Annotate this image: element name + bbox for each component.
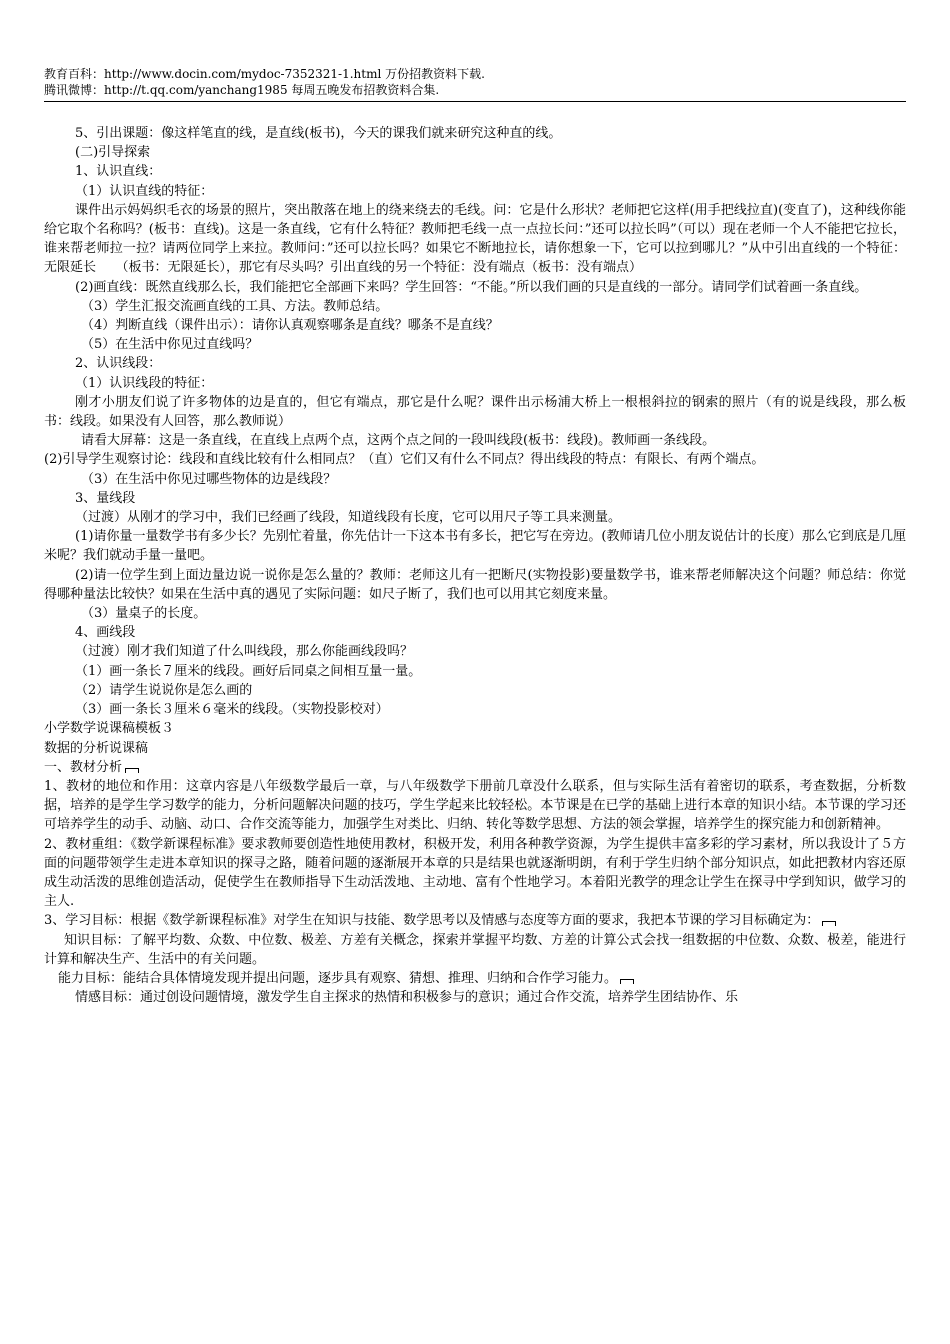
paragraph: (2)画直线：既然直线那么长，我们能把它全部画下来吗？学生回答：“不能。”所以我们画的只是直线的一部分。请同学们试着画一条直线。 bbox=[75, 279, 868, 295]
paragraph bbox=[44, 969, 906, 988]
paragraph: （过渡）从刚才的学习中，我们已经画了线段，知道线段有长度，它可以用尺子等工具来测量。 bbox=[75, 510, 622, 526]
subsection-heading: 3、量线段 bbox=[75, 490, 136, 506]
paragraph: (2)引导学生观察讨论：线段和直线比较有什么相同点？（直）它们又有什么不同点？得出线段的特点：有限长、有两个端点。 bbox=[44, 452, 765, 468]
section-heading-text: 一、教材分析 bbox=[44, 759, 123, 775]
paragraph: 刚才小朋友们说了许多物体的边是直的，但它有端点，那它是什么呢？课件出示杨浦大桥上一根根斜拉的钢索的照片（有的说是线段，那么板书：线段。如果没有人回答，那么教师说） bbox=[44, 394, 906, 430]
paragraph: (1)请你量一量数学书有多少长？先别忙着量，你先估计一下这本书有多长，把它写在旁边。(教师请几位小朋友说估计的长度）那么它到底是几厘米呢？我们就动手量一量吧。 bbox=[44, 529, 906, 564]
item: （3）画一条长３厘米６毫米的线段。（实物投影校对） bbox=[75, 702, 389, 718]
paragraph bbox=[44, 911, 906, 930]
header-line-docin: 教育百科：http://www.docin.com/mydoc-7352321-1.html 万份招教资料下载. bbox=[44, 67, 485, 81]
paragraph: 请看大屏幕：这是一条直线，在直线上点两个点，这两个点之间的一段叫线段(板书：线段)。教师画一条线段。 bbox=[81, 433, 716, 449]
item: （3）量桌子的长度。 bbox=[81, 606, 207, 622]
item: （5）在生活中你见过直线吗？ bbox=[81, 337, 259, 353]
item-heading: （1）认识线段的特征： bbox=[75, 375, 214, 391]
paragraph-mark-icon bbox=[822, 921, 836, 926]
item-heading: （1）认识直线的特征： bbox=[75, 183, 214, 199]
paragraph: （过渡）刚才我们知道了什么叫线段，那么你能画线段吗？ bbox=[75, 644, 414, 660]
header-divider bbox=[44, 101, 906, 102]
document-title: 小学数学说课稿模板３ bbox=[44, 721, 175, 737]
subsection-heading: 2、认识线段： bbox=[75, 356, 162, 372]
paragraph: 1、教材的地位和作用：这章内容是八年级数学最后一章，与八年级数学下册前几章没什么联系，但与实际生活有着密切的联系，考查数据，分析数据，培养的是学生学习数学的能力，分析问题解决问题的技巧，学生学起来比较轻松。本节课是在已学的基础上进行本章的知识小结。本节课的学习还可培养学生的动手、动脑、动口、合作交流等能力，加强学生对类比、归纳、转化等数学思想、方法的领会掌握，培养学生的探究能力和创新精神。 bbox=[44, 778, 906, 833]
item: （3）学生汇报交流画直线的工具、方法。教师总结。 bbox=[81, 298, 389, 314]
paragraph-text: 能力目标：能结合具体情境发现并提出问题，逐步具有观察、猜想、推理、归纳和合作学习能力。 bbox=[58, 970, 618, 986]
subsection-heading: 4、画线段 bbox=[75, 625, 136, 641]
paragraph: 情感目标：通过创设问题情境，激发学生自主探求的热情和积极参与的意识；通过合作交流，培养学生团结协作、乐 bbox=[75, 990, 739, 1006]
paragraph-text: 3、学习目标：根据《数学新课程标准》对学生在知识与技能、数学思考以及情感与态度等方面的要求，我把本节课的学习目标确定为： bbox=[44, 913, 820, 929]
section-heading bbox=[44, 758, 906, 777]
document-subtitle: 数据的分析说课稿 bbox=[44, 740, 149, 756]
subsection-heading: 1、认识直线： bbox=[75, 164, 162, 180]
item: （4）判断直线（课件出示）：请你认真观察哪条是直线？哪条不是直线？ bbox=[81, 318, 499, 334]
item: （1）画一条长７厘米的线段。画好后同桌之间相互量一量。 bbox=[75, 663, 422, 679]
section-heading: (二)引导探索 bbox=[75, 145, 151, 161]
paragraph: 2、教材重组：《数学新课程标准》要求教师要创造性地使用教材，积极开发，利用各种教学资源，为学生提供丰富多彩的学习素材，所以我设计了５方面的问题带领学生走进本章知识的探寻之路，随着问题的逐渐展开本章的只是结果也就逐渐明朗，有利于学生归纳个部分知识点，如此把教材内容还原成生动活泼的思维创造活动，促使学生在教师指导下生动活泼地、主动地、富有个性地学习。本着阳光教学的理念让学生在探寻中学到知识，做学习的主人. bbox=[44, 836, 906, 910]
document-body bbox=[44, 124, 906, 1007]
item: （2）请学生说说你是怎么画的 bbox=[75, 682, 253, 698]
item: （3）在生活中你见过哪些物体的边是线段？ bbox=[81, 471, 337, 487]
paragraph: 知识目标：了解平均数、众数、中位数、极差、方差有关概念，探索并掌握平均数、方差的计算公式会找一组数据的中位数、众数、极差，能进行计算和解决生产、生活中的有关问题。 bbox=[44, 932, 906, 967]
paragraph: 5、引出课题：像这样笔直的线，是直线(板书)，今天的课我们就来研究这种直的线。 bbox=[75, 126, 562, 141]
paragraph-mark-icon bbox=[125, 768, 139, 773]
paragraph: (2)请一位学生到上面边量边说一说你是怎么量的？教师：老师这儿有一把断尺(实物投影)要量数学书，谁来帮老师解决这个问题？师总结：你觉得哪种量法比较快？如果在生活中真的遇见了实际问题：如尺子断了，我们也可以用其它刻度来量。 bbox=[44, 567, 906, 602]
header-line-weibo: 腾讯微博：http://t.qq.com/yanchang1985 每周五晚发布招教资料合集. bbox=[44, 83, 440, 97]
page-header bbox=[44, 66, 906, 98]
paragraph: 课件出示妈妈织毛衣的场景的照片，突出散落在地上的绕来绕去的毛线。问：它是什么形状？老师把它这样(用手把线拉直)(变直了)，这种线你能给它取个名称吗？(板书：直线)。这是一条直线，它有什么特征？教师把毛线一点一点拉长问：”还可以拉长吗”（可以）现在老师一个人不能把它拉长，谁来帮老师拉一拉？请两位同学上来拉。教师问：”还可以拉长吗？如果它不断地拉长，请你想象一下，它可以拉到哪儿？”从中引出直线的一个特征：无限延长 （板书：无限延长），那它有尽头吗？引出直线的另一个特征：没有端点（板书：没有端点） bbox=[44, 202, 906, 276]
paragraph-mark-icon bbox=[620, 979, 634, 984]
